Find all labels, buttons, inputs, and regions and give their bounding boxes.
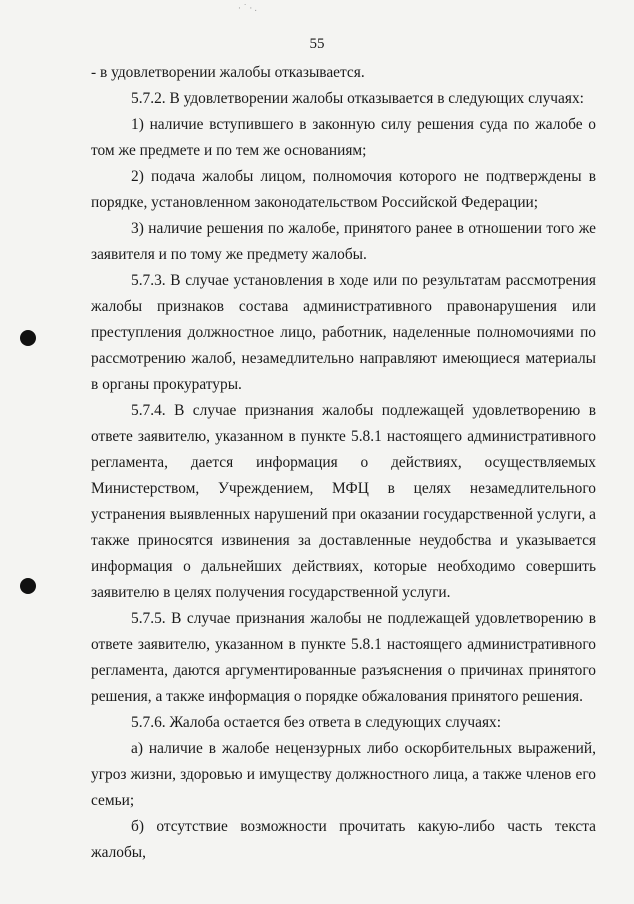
paragraph: - в удовлетворении жалобы отказывается. <box>91 64 365 81</box>
paragraph: 5.7.4. В случае признания жалобы подлежащей удовлетворению в ответе заявителю, указанном в пункте 5.8.1 настоящего административного регламента, дается информация о действиях, осуществляемых Министерством, Учреждением, МФЦ в целях незамедлительного устранения выявленных нарушений при оказании государственной услуги, а также приносятся извинения за доставленные неудобства и указывается информация о дальнейших действиях, которые необходимо совершить заявителю в целях получения государственной услуги. <box>91 402 596 601</box>
punch-hole-mark <box>20 578 36 594</box>
paragraph: а) наличие в жалобе нецензурных либо оскорбительных выражений, угроз жизни, здоровью и имуществу должностного лица, а также членов его семьи; <box>91 740 596 809</box>
paragraph: 5.7.5. В случае признания жалобы не подлежащей удовлетворению в ответе заявителю, указанном в пункте 5.8.1 настоящего административного регламента, даются аргументированные разъяснения о причинах принятого решения, а также информация о порядке обжалования принятого решения. <box>91 610 596 705</box>
document-body <box>91 60 596 866</box>
paragraph: 2) подача жалобы лицом, полномочия которого не подтверждены в порядке, установленном законодательством Российской Федерации; <box>91 168 596 211</box>
paragraph: 1) наличие вступившего в законную силу решения суда по жалобе о том же предмете и по тем же основаниям; <box>91 116 596 159</box>
punch-hole-mark <box>20 330 36 346</box>
paragraph: 5.7.2. В удовлетворении жалобы отказывается в следующих случаях: <box>131 90 584 107</box>
scan-artifact: ·˙·. <box>238 4 260 14</box>
paragraph: 5.7.3. В случае установления в ходе или по результатам рассмотрения жалобы признаков состава административного правонарушения или преступления должностное лицо, работник, наделенные полномочиями по рассмотрению жалоб, незамедлительно направляют имеющиеся материалы в органы прокуратуры. <box>91 272 596 393</box>
paragraph: 3) наличие решения по жалобе, принятого ранее в отношении того же заявителя и по тому же предмету жалобы. <box>91 220 596 263</box>
paragraph: 5.7.6. Жалоба остается без ответа в следующих случаях: <box>131 714 502 731</box>
paragraph: б) отсутствие возможности прочитать какую-либо часть текста жалобы, <box>91 818 596 861</box>
page-number: 55 <box>309 36 325 52</box>
